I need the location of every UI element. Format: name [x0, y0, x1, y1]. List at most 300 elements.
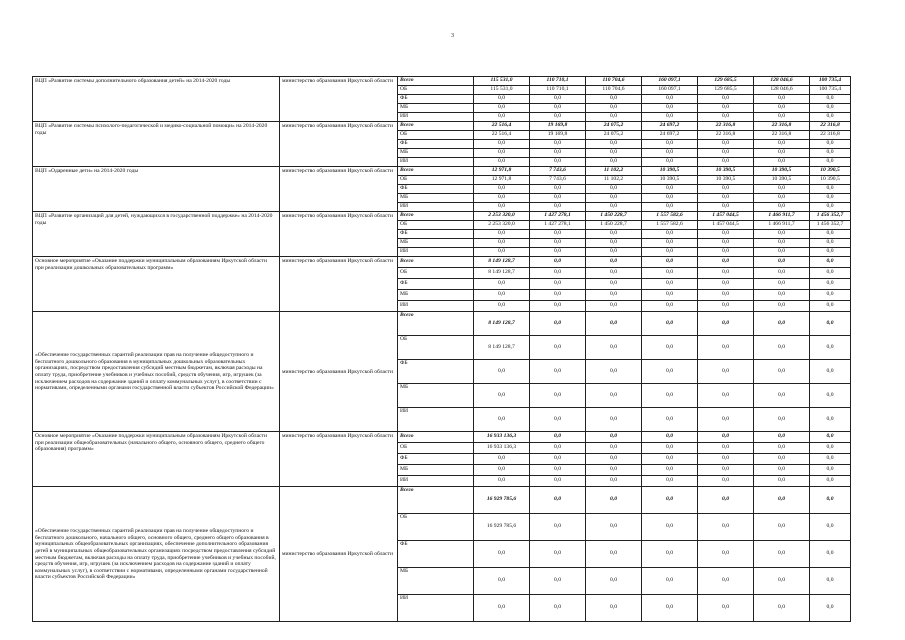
funding-source: ОБ	[398, 221, 474, 230]
amount-cell: 0,0	[810, 336, 851, 360]
amount-cell: 0,0	[754, 454, 810, 465]
amount-cell: 128 046,6	[754, 77, 810, 86]
funding-source: МБ	[398, 149, 474, 158]
amount-cell: 0,0	[698, 514, 754, 541]
amount-cell: 0,0	[530, 465, 586, 476]
amount-cell: 22 516,4	[474, 131, 530, 140]
amount-cell: 0,0	[642, 257, 698, 268]
amount-cell: 10 390,5	[810, 167, 851, 176]
amount-cell: 2 253 320,0	[474, 221, 530, 230]
amount-cell: 110 704,6	[586, 86, 642, 95]
amount-cell: 0,0	[754, 95, 810, 104]
amount-cell: 0,0	[754, 113, 810, 122]
amount-cell: 0,0	[698, 257, 754, 268]
amount-cell: 0,0	[474, 113, 530, 122]
amount-cell: 0,0	[698, 487, 754, 514]
amount-cell: 0,0	[810, 384, 851, 408]
page-number: 3	[451, 33, 454, 39]
amount-cell: 24 697,2	[642, 122, 698, 131]
amount-cell: 0,0	[642, 336, 698, 360]
amount-cell: 0,0	[642, 113, 698, 122]
amount-cell: 0,0	[586, 230, 642, 239]
amount-cell: 0,0	[810, 185, 851, 194]
amount-cell: 0,0	[642, 290, 698, 301]
amount-cell: 0,0	[530, 104, 586, 113]
amount-cell: 11 102,2	[586, 176, 642, 185]
amount-cell: 0,0	[754, 268, 810, 279]
funding-source: ИИ	[398, 203, 474, 212]
amount-cell: 0,0	[474, 360, 530, 384]
amount-cell: 0,0	[810, 140, 851, 149]
amount-cell: 0,0	[642, 203, 698, 212]
activity-name: Основное мероприятие «Оказание поддержки муниципальным образованиям Иркутской области при реализации дошкольных образовательных программ»	[33, 257, 280, 312]
funding-source: МБ	[398, 104, 474, 113]
amount-cell: 0,0	[474, 185, 530, 194]
amount-cell: 0,0	[754, 465, 810, 476]
amount-cell: 0,0	[474, 158, 530, 167]
amount-cell: 1 557 582,6	[642, 212, 698, 221]
amount-cell: 0,0	[754, 408, 810, 432]
amount-cell: 12 971,8	[474, 176, 530, 185]
amount-cell: 115 531,0	[474, 77, 530, 86]
amount-cell: 0,0	[530, 476, 586, 487]
amount-cell: 0,0	[754, 336, 810, 360]
amount-cell: 0,0	[698, 290, 754, 301]
amount-cell: 0,0	[474, 408, 530, 432]
amount-cell: 0,0	[642, 140, 698, 149]
amount-cell: 0,0	[810, 95, 851, 104]
amount-cell: 22 316,8	[810, 131, 851, 140]
table-row	[33, 487, 851, 514]
amount-cell: 1 427 278,1	[530, 212, 586, 221]
responsible-org: министерство образования Иркутской области	[280, 432, 398, 487]
amount-cell: 0,0	[586, 95, 642, 104]
funding-source: Всего	[398, 432, 474, 443]
amount-cell: 0,0	[754, 248, 810, 257]
amount-cell: 0,0	[530, 301, 586, 312]
amount-cell: 1 427 278,1	[530, 221, 586, 230]
funding-source: ФБ	[398, 230, 474, 239]
amount-cell: 0,0	[810, 113, 851, 122]
amount-cell: 0,0	[642, 95, 698, 104]
amount-cell: 0,0	[474, 194, 530, 203]
amount-cell: 0,0	[530, 203, 586, 212]
funding-source: МБ	[398, 568, 474, 595]
amount-cell: 0,0	[810, 194, 851, 203]
amount-cell: 0,0	[530, 568, 586, 595]
amount-cell: 10 390,5	[642, 167, 698, 176]
funding-source: Всего	[398, 77, 474, 86]
amount-cell: 0,0	[754, 487, 810, 514]
amount-cell: 0,0	[586, 239, 642, 248]
amount-cell: 0,0	[810, 432, 851, 443]
amount-cell: 0,0	[810, 514, 851, 541]
amount-cell: 0,0	[586, 336, 642, 360]
amount-cell: 0,0	[530, 257, 586, 268]
amount-cell: 0,0	[642, 104, 698, 113]
amount-cell: 0,0	[530, 541, 586, 568]
amount-cell: 0,0	[586, 454, 642, 465]
funding-source: ИИ	[398, 113, 474, 122]
table-row	[33, 257, 851, 268]
responsible-org: министерство образования Иркутской области	[280, 312, 398, 432]
table-row	[33, 432, 851, 443]
amount-cell: 0,0	[586, 158, 642, 167]
amount-cell: 0,0	[530, 279, 586, 290]
amount-cell: 0,0	[642, 248, 698, 257]
amount-cell: 0,0	[642, 408, 698, 432]
amount-cell: 110 704,6	[586, 77, 642, 86]
activity-name: ВЦП «Одаренные дети» на 2014-2020 годы	[33, 167, 280, 212]
amount-cell: 0,0	[810, 541, 851, 568]
amount-cell: 1 456 352,7	[810, 212, 851, 221]
amount-cell: 22 516,4	[474, 122, 530, 131]
amount-cell: 24 075,2	[586, 131, 642, 140]
amount-cell: 129 685,5	[698, 86, 754, 95]
amount-cell: 129 685,5	[698, 77, 754, 86]
amount-cell: 0,0	[586, 257, 642, 268]
amount-cell: 0,0	[754, 203, 810, 212]
amount-cell: 1 450 228,7	[586, 212, 642, 221]
amount-cell: 19 169,8	[530, 122, 586, 131]
amount-cell: 7 743,6	[530, 176, 586, 185]
amount-cell: 0,0	[698, 185, 754, 194]
amount-cell: 22 316,8	[698, 122, 754, 131]
amount-cell: 0,0	[530, 384, 586, 408]
amount-cell: 0,0	[530, 336, 586, 360]
amount-cell: 0,0	[586, 279, 642, 290]
amount-cell: 0,0	[586, 312, 642, 336]
amount-cell: 0,0	[474, 203, 530, 212]
amount-cell: 0,0	[642, 194, 698, 203]
amount-cell: 0,0	[642, 454, 698, 465]
amount-cell: 0,0	[810, 301, 851, 312]
funding-source: МБ	[398, 465, 474, 476]
amount-cell: 0,0	[698, 312, 754, 336]
amount-cell: 0,0	[810, 465, 851, 476]
funding-source: ИИ	[398, 408, 474, 432]
amount-cell: 0,0	[754, 239, 810, 248]
funding-source: ФБ	[398, 541, 474, 568]
amount-cell: 0,0	[586, 514, 642, 541]
table-row	[33, 212, 851, 221]
amount-cell: 0,0	[530, 158, 586, 167]
activity-name: ВЦП «Развитие системы психолого-педагогической и медико-социальной помощи» на 2014-2020 годы	[33, 122, 280, 167]
amount-cell: 110 710,1	[530, 77, 586, 86]
amount-cell: 0,0	[810, 257, 851, 268]
table-row	[33, 122, 851, 131]
funding-source: Всего	[398, 312, 474, 336]
amount-cell: 0,0	[474, 95, 530, 104]
amount-cell: 0,0	[530, 113, 586, 122]
amount-cell: 0,0	[586, 443, 642, 454]
amount-cell: 100 735,4	[810, 86, 851, 95]
amount-cell: 0,0	[754, 185, 810, 194]
amount-cell: 0,0	[754, 279, 810, 290]
amount-cell: 1 466 911,7	[754, 221, 810, 230]
responsible-org: министерство образования Иркутской области	[280, 122, 398, 167]
amount-cell: 0,0	[642, 268, 698, 279]
amount-cell: 0,0	[754, 104, 810, 113]
amount-cell: 0,0	[698, 301, 754, 312]
amount-cell: 0,0	[698, 95, 754, 104]
funding-source: ОБ	[398, 514, 474, 541]
amount-cell: 0,0	[754, 514, 810, 541]
amount-cell: 0,0	[754, 360, 810, 384]
amount-cell: 0,0	[586, 140, 642, 149]
amount-cell: 0,0	[642, 158, 698, 167]
funding-source: Всего	[398, 257, 474, 268]
funding-source: Всего	[398, 487, 474, 514]
amount-cell: 0,0	[530, 443, 586, 454]
amount-cell: 0,0	[642, 149, 698, 158]
amount-cell: 0,0	[642, 279, 698, 290]
amount-cell: 128 046,6	[754, 86, 810, 95]
funding-source: ФБ	[398, 140, 474, 149]
amount-cell: 0,0	[810, 104, 851, 113]
amount-cell: 0,0	[698, 203, 754, 212]
amount-cell: 0,0	[530, 95, 586, 104]
funding-source: ФБ	[398, 360, 474, 384]
amount-cell: 22 316,8	[754, 131, 810, 140]
amount-cell: 0,0	[698, 568, 754, 595]
amount-cell: 0,0	[586, 194, 642, 203]
amount-cell: 0,0	[754, 432, 810, 443]
amount-cell: 0,0	[698, 149, 754, 158]
funding-source: ИИ	[398, 158, 474, 167]
amount-cell: 0,0	[698, 279, 754, 290]
amount-cell: 0,0	[586, 408, 642, 432]
amount-cell: 0,0	[754, 149, 810, 158]
amount-cell: 16 933 136,3	[474, 443, 530, 454]
amount-cell: 10 390,5	[642, 176, 698, 185]
amount-cell: 0,0	[474, 454, 530, 465]
amount-cell: 0,0	[642, 185, 698, 194]
amount-cell: 0,0	[642, 301, 698, 312]
amount-cell: 0,0	[474, 140, 530, 149]
amount-cell: 0,0	[810, 268, 851, 279]
amount-cell: 0,0	[642, 443, 698, 454]
table-body	[33, 77, 851, 622]
amount-cell: 0,0	[698, 384, 754, 408]
amount-cell: 0,0	[586, 541, 642, 568]
amount-cell: 8 149 128,7	[474, 312, 530, 336]
amount-cell: 12 971,8	[474, 167, 530, 176]
amount-cell: 1 557 582,6	[642, 221, 698, 230]
amount-cell: 22 316,8	[754, 122, 810, 131]
amount-cell: 0,0	[754, 290, 810, 301]
amount-cell: 0,0	[810, 443, 851, 454]
amount-cell: 0,0	[642, 514, 698, 541]
amount-cell: 0,0	[530, 268, 586, 279]
amount-cell: 10 390,5	[754, 176, 810, 185]
responsible-org: министерство образования Иркутской области	[280, 212, 398, 257]
amount-cell: 0,0	[810, 290, 851, 301]
amount-cell: 0,0	[586, 384, 642, 408]
amount-cell: 10 390,5	[698, 176, 754, 185]
amount-cell: 0,0	[698, 158, 754, 167]
funding-source: ОБ	[398, 86, 474, 95]
funding-source: Всего	[398, 167, 474, 176]
amount-cell: 0,0	[530, 432, 586, 443]
amount-cell: 16 929 785,6	[474, 514, 530, 541]
amount-cell: 0,0	[474, 290, 530, 301]
amount-cell: 0,0	[810, 360, 851, 384]
amount-cell: 0,0	[642, 312, 698, 336]
funding-source: ОБ	[398, 336, 474, 360]
amount-cell: 0,0	[642, 384, 698, 408]
amount-cell: 0,0	[642, 487, 698, 514]
responsible-org: министерство образования Иркутской области	[280, 487, 398, 622]
amount-cell: 1 450 228,7	[586, 221, 642, 230]
amount-cell: 0,0	[642, 568, 698, 595]
amount-cell: 0,0	[754, 230, 810, 239]
amount-cell: 0,0	[530, 239, 586, 248]
amount-cell: 0,0	[474, 239, 530, 248]
amount-cell: 1 466 911,7	[754, 212, 810, 221]
amount-cell: 0,0	[530, 248, 586, 257]
amount-cell: 0,0	[754, 595, 810, 622]
amount-cell: 0,0	[530, 140, 586, 149]
amount-cell: 160 097,1	[642, 77, 698, 86]
amount-cell: 0,0	[698, 268, 754, 279]
funding-source: ОБ	[398, 131, 474, 140]
funding-source: ИИ	[398, 476, 474, 487]
amount-cell: 0,0	[474, 384, 530, 408]
amount-cell: 0,0	[698, 104, 754, 113]
amount-cell: 0,0	[754, 312, 810, 336]
amount-cell: 0,0	[530, 185, 586, 194]
amount-cell: 22 316,8	[810, 122, 851, 131]
amount-cell: 0,0	[586, 104, 642, 113]
amount-cell: 0,0	[586, 301, 642, 312]
amount-cell: 22 316,8	[698, 131, 754, 140]
amount-cell: 0,0	[474, 149, 530, 158]
amount-cell: 0,0	[698, 454, 754, 465]
amount-cell: 110 710,1	[530, 86, 586, 95]
amount-cell: 0,0	[810, 230, 851, 239]
funding-source: МБ	[398, 194, 474, 203]
amount-cell: 0,0	[530, 514, 586, 541]
amount-cell: 0,0	[530, 595, 586, 622]
amount-cell: 0,0	[586, 568, 642, 595]
amount-cell: 0,0	[586, 465, 642, 476]
amount-cell: 0,0	[698, 408, 754, 432]
amount-cell: 0,0	[474, 476, 530, 487]
funding-source: ИИ	[398, 248, 474, 257]
amount-cell: 0,0	[642, 360, 698, 384]
amount-cell: 1 457 044,5	[698, 221, 754, 230]
amount-cell: 0,0	[698, 443, 754, 454]
amount-cell: 0,0	[474, 248, 530, 257]
amount-cell: 0,0	[530, 487, 586, 514]
amount-cell: 0,0	[586, 487, 642, 514]
amount-cell: 0,0	[474, 541, 530, 568]
amount-cell: 0,0	[586, 113, 642, 122]
amount-cell: 0,0	[810, 158, 851, 167]
amount-cell: 0,0	[698, 239, 754, 248]
amount-cell: 0,0	[698, 465, 754, 476]
amount-cell: 0,0	[810, 454, 851, 465]
responsible-org: министерство образования Иркутской области	[280, 167, 398, 212]
amount-cell: 11 102,2	[586, 167, 642, 176]
table-row	[33, 312, 851, 336]
amount-cell: 0,0	[530, 149, 586, 158]
amount-cell: 0,0	[698, 194, 754, 203]
funding-source: МБ	[398, 290, 474, 301]
amount-cell: 0,0	[698, 432, 754, 443]
funding-source: ФБ	[398, 279, 474, 290]
amount-cell: 0,0	[810, 149, 851, 158]
amount-cell: 0,0	[754, 158, 810, 167]
amount-cell: 24 697,2	[642, 131, 698, 140]
amount-cell: 0,0	[642, 239, 698, 248]
funding-source: ИИ	[398, 595, 474, 622]
amount-cell: 0,0	[698, 248, 754, 257]
amount-cell: 0,0	[530, 230, 586, 239]
amount-cell: 0,0	[530, 360, 586, 384]
amount-cell: 0,0	[586, 360, 642, 384]
amount-cell: 8 149 128,7	[474, 336, 530, 360]
amount-cell: 0,0	[586, 185, 642, 194]
funding-source: ОБ	[398, 176, 474, 185]
amount-cell: 0,0	[642, 595, 698, 622]
amount-cell: 0,0	[586, 432, 642, 443]
amount-cell: 0,0	[642, 476, 698, 487]
amount-cell: 8 149 128,7	[474, 268, 530, 279]
funding-source: МБ	[398, 384, 474, 408]
amount-cell: 0,0	[810, 279, 851, 290]
amount-cell: 0,0	[642, 230, 698, 239]
amount-cell: 10 390,5	[810, 176, 851, 185]
amount-cell: 0,0	[810, 312, 851, 336]
amount-cell: 0,0	[474, 230, 530, 239]
amount-cell: 24 075,2	[586, 122, 642, 131]
amount-cell: 0,0	[586, 268, 642, 279]
amount-cell: 0,0	[474, 595, 530, 622]
amount-cell: 2 253 320,0	[474, 212, 530, 221]
amount-cell: 16 929 785,6	[474, 487, 530, 514]
funding-source: Всего	[398, 212, 474, 221]
amount-cell: 0,0	[698, 140, 754, 149]
responsible-org: министерство образования Иркутской области	[280, 257, 398, 312]
amount-cell: 160 097,1	[642, 86, 698, 95]
amount-cell: 19 169,8	[530, 131, 586, 140]
activity-name: ВЦП «Развитие системы дополнительного образования детей» на 2014-2020 годы	[33, 77, 280, 122]
activity-name: «Обеспечение государственных гарантий реализации прав на получение общедоступного и бесплатного дошкольного образования в муниципальных дошкольных образовательных организациях, посредством предоставления субсидий местным бюджетам, включая расходы на оплату труда, приобретение учебников и учебных пособий, средств обучения, игр, игрушек (за исключением расходов на содержание зданий и оплату коммунальных услуг), в соответствии с нормативами, определенными органами государственной власти субъектов Российской Федерации»	[33, 312, 280, 432]
amount-cell: 0,0	[586, 149, 642, 158]
funding-source: ОБ	[398, 443, 474, 454]
amount-cell: 0,0	[698, 360, 754, 384]
amount-cell: 0,0	[810, 568, 851, 595]
amount-cell: 0,0	[530, 194, 586, 203]
funding-source: ИИ	[398, 301, 474, 312]
amount-cell: 0,0	[754, 476, 810, 487]
amount-cell: 0,0	[754, 257, 810, 268]
amount-cell: 0,0	[698, 230, 754, 239]
funding-source: ОБ	[398, 268, 474, 279]
amount-cell: 0,0	[474, 279, 530, 290]
amount-cell: 0,0	[586, 290, 642, 301]
amount-cell: 115 531,0	[474, 86, 530, 95]
amount-cell: 0,0	[810, 476, 851, 487]
amount-cell: 0,0	[754, 194, 810, 203]
amount-cell: 0,0	[698, 541, 754, 568]
activity-name: ВЦП «Развитие организаций для детей, нуждающихся в государственной поддержке» на 2014-2020 годы	[33, 212, 280, 257]
amount-cell: 0,0	[810, 248, 851, 257]
amount-cell: 0,0	[810, 203, 851, 212]
amount-cell: 0,0	[586, 248, 642, 257]
